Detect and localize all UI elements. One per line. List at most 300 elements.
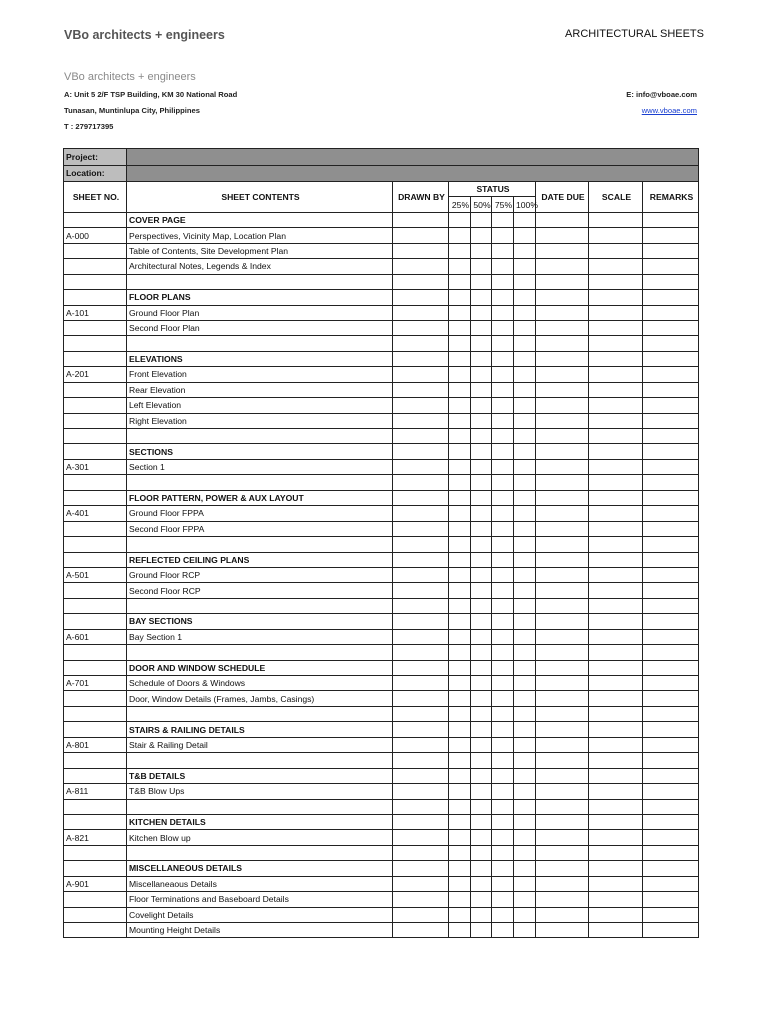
status-25-cell[interactable] xyxy=(449,305,471,320)
status-25-cell[interactable] xyxy=(449,923,471,938)
status-50-cell[interactable] xyxy=(471,814,492,829)
status-50-cell[interactable] xyxy=(471,351,492,366)
date-due-cell[interactable] xyxy=(536,923,589,938)
drawn-by-cell[interactable] xyxy=(393,892,449,907)
drawn-by-cell[interactable] xyxy=(393,243,449,258)
remarks-cell[interactable] xyxy=(643,475,699,490)
status-50-cell[interactable] xyxy=(471,259,492,274)
scale-cell[interactable] xyxy=(589,907,643,922)
status-75-cell[interactable] xyxy=(492,722,514,737)
status-75-cell[interactable] xyxy=(492,784,514,799)
status-50-cell[interactable] xyxy=(471,243,492,258)
date-due-cell[interactable] xyxy=(536,567,589,582)
scale-cell[interactable] xyxy=(589,691,643,706)
status-75-cell[interactable] xyxy=(492,336,514,351)
status-25-cell[interactable] xyxy=(449,892,471,907)
status-50-cell[interactable] xyxy=(471,676,492,691)
scale-cell[interactable] xyxy=(589,475,643,490)
company-website[interactable]: www.vboae.com xyxy=(641,106,697,115)
drawn-by-cell[interactable] xyxy=(393,506,449,521)
status-25-cell[interactable] xyxy=(449,830,471,845)
remarks-cell[interactable] xyxy=(643,413,699,428)
location-value-field[interactable] xyxy=(127,165,699,182)
status-75-cell[interactable] xyxy=(492,552,514,567)
status-75-cell[interactable] xyxy=(492,567,514,582)
status-100-cell[interactable] xyxy=(514,645,536,660)
status-75-cell[interactable] xyxy=(492,444,514,459)
date-due-cell[interactable] xyxy=(536,413,589,428)
status-50-cell[interactable] xyxy=(471,845,492,860)
status-75-cell[interactable] xyxy=(492,212,514,227)
status-75-cell[interactable] xyxy=(492,413,514,428)
status-50-cell[interactable] xyxy=(471,521,492,536)
scale-cell[interactable] xyxy=(589,367,643,382)
status-50-cell[interactable] xyxy=(471,475,492,490)
scale-cell[interactable] xyxy=(589,274,643,289)
status-25-cell[interactable] xyxy=(449,753,471,768)
status-100-cell[interactable] xyxy=(514,737,536,752)
status-100-cell[interactable] xyxy=(514,336,536,351)
remarks-cell[interactable] xyxy=(643,228,699,243)
status-100-cell[interactable] xyxy=(514,521,536,536)
remarks-cell[interactable] xyxy=(643,660,699,675)
status-50-cell[interactable] xyxy=(471,722,492,737)
status-25-cell[interactable] xyxy=(449,228,471,243)
status-50-cell[interactable] xyxy=(471,320,492,335)
date-due-cell[interactable] xyxy=(536,243,589,258)
status-75-cell[interactable] xyxy=(492,490,514,505)
scale-cell[interactable] xyxy=(589,645,643,660)
status-75-cell[interactable] xyxy=(492,382,514,397)
drawn-by-cell[interactable] xyxy=(393,722,449,737)
scale-cell[interactable] xyxy=(589,459,643,474)
remarks-cell[interactable] xyxy=(643,861,699,876)
remarks-cell[interactable] xyxy=(643,753,699,768)
scale-cell[interactable] xyxy=(589,814,643,829)
remarks-cell[interactable] xyxy=(643,506,699,521)
date-due-cell[interactable] xyxy=(536,830,589,845)
status-25-cell[interactable] xyxy=(449,676,471,691)
status-100-cell[interactable] xyxy=(514,629,536,644)
scale-cell[interactable] xyxy=(589,676,643,691)
date-due-cell[interactable] xyxy=(536,228,589,243)
status-50-cell[interactable] xyxy=(471,660,492,675)
remarks-cell[interactable] xyxy=(643,490,699,505)
drawn-by-cell[interactable] xyxy=(393,320,449,335)
drawn-by-cell[interactable] xyxy=(393,459,449,474)
drawn-by-cell[interactable] xyxy=(393,845,449,860)
status-75-cell[interactable] xyxy=(492,583,514,598)
drawn-by-cell[interactable] xyxy=(393,876,449,891)
status-25-cell[interactable] xyxy=(449,845,471,860)
status-50-cell[interactable] xyxy=(471,444,492,459)
status-100-cell[interactable] xyxy=(514,583,536,598)
scale-cell[interactable] xyxy=(589,722,643,737)
status-50-cell[interactable] xyxy=(471,614,492,629)
status-100-cell[interactable] xyxy=(514,382,536,397)
scale-cell[interactable] xyxy=(589,567,643,582)
status-50-cell[interactable] xyxy=(471,876,492,891)
drawn-by-cell[interactable] xyxy=(393,413,449,428)
status-25-cell[interactable] xyxy=(449,506,471,521)
remarks-cell[interactable] xyxy=(643,429,699,444)
status-100-cell[interactable] xyxy=(514,660,536,675)
status-100-cell[interactable] xyxy=(514,861,536,876)
date-due-cell[interactable] xyxy=(536,537,589,552)
status-75-cell[interactable] xyxy=(492,506,514,521)
remarks-cell[interactable] xyxy=(643,845,699,860)
drawn-by-cell[interactable] xyxy=(393,521,449,536)
status-25-cell[interactable] xyxy=(449,398,471,413)
remarks-cell[interactable] xyxy=(643,537,699,552)
remarks-cell[interactable] xyxy=(643,382,699,397)
remarks-cell[interactable] xyxy=(643,784,699,799)
remarks-cell[interactable] xyxy=(643,598,699,613)
remarks-cell[interactable] xyxy=(643,583,699,598)
status-100-cell[interactable] xyxy=(514,413,536,428)
date-due-cell[interactable] xyxy=(536,336,589,351)
remarks-cell[interactable] xyxy=(643,212,699,227)
status-75-cell[interactable] xyxy=(492,274,514,289)
drawn-by-cell[interactable] xyxy=(393,475,449,490)
scale-cell[interactable] xyxy=(589,429,643,444)
remarks-cell[interactable] xyxy=(643,722,699,737)
status-50-cell[interactable] xyxy=(471,212,492,227)
date-due-cell[interactable] xyxy=(536,459,589,474)
status-25-cell[interactable] xyxy=(449,429,471,444)
status-50-cell[interactable] xyxy=(471,552,492,567)
scale-cell[interactable] xyxy=(589,583,643,598)
status-100-cell[interactable] xyxy=(514,228,536,243)
status-75-cell[interactable] xyxy=(492,398,514,413)
date-due-cell[interactable] xyxy=(536,799,589,814)
date-due-cell[interactable] xyxy=(536,845,589,860)
date-due-cell[interactable] xyxy=(536,351,589,366)
drawn-by-cell[interactable] xyxy=(393,583,449,598)
date-due-cell[interactable] xyxy=(536,475,589,490)
date-due-cell[interactable] xyxy=(536,382,589,397)
drawn-by-cell[interactable] xyxy=(393,614,449,629)
drawn-by-cell[interactable] xyxy=(393,737,449,752)
status-25-cell[interactable] xyxy=(449,768,471,783)
date-due-cell[interactable] xyxy=(536,722,589,737)
drawn-by-cell[interactable] xyxy=(393,212,449,227)
drawn-by-cell[interactable] xyxy=(393,552,449,567)
drawn-by-cell[interactable] xyxy=(393,861,449,876)
remarks-cell[interactable] xyxy=(643,645,699,660)
scale-cell[interactable] xyxy=(589,614,643,629)
status-100-cell[interactable] xyxy=(514,784,536,799)
status-25-cell[interactable] xyxy=(449,722,471,737)
status-50-cell[interactable] xyxy=(471,737,492,752)
remarks-cell[interactable] xyxy=(643,336,699,351)
status-25-cell[interactable] xyxy=(449,737,471,752)
date-due-cell[interactable] xyxy=(536,429,589,444)
status-100-cell[interactable] xyxy=(514,537,536,552)
remarks-cell[interactable] xyxy=(643,305,699,320)
date-due-cell[interactable] xyxy=(536,583,589,598)
remarks-cell[interactable] xyxy=(643,691,699,706)
status-50-cell[interactable] xyxy=(471,290,492,305)
status-75-cell[interactable] xyxy=(492,629,514,644)
date-due-cell[interactable] xyxy=(536,259,589,274)
status-100-cell[interactable] xyxy=(514,552,536,567)
status-75-cell[interactable] xyxy=(492,537,514,552)
status-75-cell[interactable] xyxy=(492,706,514,721)
status-100-cell[interactable] xyxy=(514,212,536,227)
status-100-cell[interactable] xyxy=(514,799,536,814)
remarks-cell[interactable] xyxy=(643,614,699,629)
drawn-by-cell[interactable] xyxy=(393,305,449,320)
date-due-cell[interactable] xyxy=(536,290,589,305)
status-100-cell[interactable] xyxy=(514,444,536,459)
date-due-cell[interactable] xyxy=(536,660,589,675)
drawn-by-cell[interactable] xyxy=(393,660,449,675)
status-100-cell[interactable] xyxy=(514,907,536,922)
status-50-cell[interactable] xyxy=(471,537,492,552)
status-75-cell[interactable] xyxy=(492,830,514,845)
status-100-cell[interactable] xyxy=(514,614,536,629)
status-25-cell[interactable] xyxy=(449,784,471,799)
drawn-by-cell[interactable] xyxy=(393,830,449,845)
drawn-by-cell[interactable] xyxy=(393,691,449,706)
remarks-cell[interactable] xyxy=(643,768,699,783)
status-100-cell[interactable] xyxy=(514,845,536,860)
status-100-cell[interactable] xyxy=(514,398,536,413)
drawn-by-cell[interactable] xyxy=(393,537,449,552)
status-25-cell[interactable] xyxy=(449,475,471,490)
status-25-cell[interactable] xyxy=(449,290,471,305)
date-due-cell[interactable] xyxy=(536,645,589,660)
status-75-cell[interactable] xyxy=(492,892,514,907)
date-due-cell[interactable] xyxy=(536,691,589,706)
status-50-cell[interactable] xyxy=(471,706,492,721)
status-50-cell[interactable] xyxy=(471,459,492,474)
date-due-cell[interactable] xyxy=(536,367,589,382)
status-75-cell[interactable] xyxy=(492,521,514,536)
drawn-by-cell[interactable] xyxy=(393,490,449,505)
status-25-cell[interactable] xyxy=(449,567,471,582)
remarks-cell[interactable] xyxy=(643,799,699,814)
status-25-cell[interactable] xyxy=(449,459,471,474)
remarks-cell[interactable] xyxy=(643,737,699,752)
project-value-field[interactable] xyxy=(127,149,699,166)
status-25-cell[interactable] xyxy=(449,336,471,351)
drawn-by-cell[interactable] xyxy=(393,907,449,922)
status-25-cell[interactable] xyxy=(449,629,471,644)
status-100-cell[interactable] xyxy=(514,243,536,258)
status-25-cell[interactable] xyxy=(449,274,471,289)
status-100-cell[interactable] xyxy=(514,459,536,474)
scale-cell[interactable] xyxy=(589,521,643,536)
drawn-by-cell[interactable] xyxy=(393,923,449,938)
status-100-cell[interactable] xyxy=(514,923,536,938)
drawn-by-cell[interactable] xyxy=(393,768,449,783)
scale-cell[interactable] xyxy=(589,413,643,428)
remarks-cell[interactable] xyxy=(643,459,699,474)
status-75-cell[interactable] xyxy=(492,614,514,629)
status-50-cell[interactable] xyxy=(471,830,492,845)
status-100-cell[interactable] xyxy=(514,506,536,521)
status-25-cell[interactable] xyxy=(449,614,471,629)
date-due-cell[interactable] xyxy=(536,784,589,799)
status-100-cell[interactable] xyxy=(514,367,536,382)
remarks-cell[interactable] xyxy=(643,706,699,721)
scale-cell[interactable] xyxy=(589,290,643,305)
remarks-cell[interactable] xyxy=(643,892,699,907)
status-75-cell[interactable] xyxy=(492,459,514,474)
drawn-by-cell[interactable] xyxy=(393,429,449,444)
status-25-cell[interactable] xyxy=(449,259,471,274)
remarks-cell[interactable] xyxy=(643,351,699,366)
date-due-cell[interactable] xyxy=(536,398,589,413)
drawn-by-cell[interactable] xyxy=(393,598,449,613)
status-100-cell[interactable] xyxy=(514,830,536,845)
status-50-cell[interactable] xyxy=(471,923,492,938)
status-100-cell[interactable] xyxy=(514,598,536,613)
status-50-cell[interactable] xyxy=(471,398,492,413)
remarks-cell[interactable] xyxy=(643,521,699,536)
status-25-cell[interactable] xyxy=(449,521,471,536)
status-75-cell[interactable] xyxy=(492,814,514,829)
status-75-cell[interactable] xyxy=(492,429,514,444)
status-75-cell[interactable] xyxy=(492,676,514,691)
scale-cell[interactable] xyxy=(589,753,643,768)
status-50-cell[interactable] xyxy=(471,305,492,320)
scale-cell[interactable] xyxy=(589,706,643,721)
date-due-cell[interactable] xyxy=(536,598,589,613)
status-50-cell[interactable] xyxy=(471,907,492,922)
status-50-cell[interactable] xyxy=(471,336,492,351)
status-25-cell[interactable] xyxy=(449,861,471,876)
date-due-cell[interactable] xyxy=(536,444,589,459)
status-75-cell[interactable] xyxy=(492,768,514,783)
scale-cell[interactable] xyxy=(589,490,643,505)
remarks-cell[interactable] xyxy=(643,444,699,459)
scale-cell[interactable] xyxy=(589,351,643,366)
status-75-cell[interactable] xyxy=(492,475,514,490)
date-due-cell[interactable] xyxy=(536,706,589,721)
drawn-by-cell[interactable] xyxy=(393,290,449,305)
date-due-cell[interactable] xyxy=(536,861,589,876)
status-50-cell[interactable] xyxy=(471,583,492,598)
remarks-cell[interactable] xyxy=(643,923,699,938)
drawn-by-cell[interactable] xyxy=(393,444,449,459)
status-50-cell[interactable] xyxy=(471,598,492,613)
remarks-cell[interactable] xyxy=(643,552,699,567)
status-25-cell[interactable] xyxy=(449,444,471,459)
status-100-cell[interactable] xyxy=(514,814,536,829)
date-due-cell[interactable] xyxy=(536,274,589,289)
status-75-cell[interactable] xyxy=(492,243,514,258)
date-due-cell[interactable] xyxy=(536,676,589,691)
scale-cell[interactable] xyxy=(589,660,643,675)
status-25-cell[interactable] xyxy=(449,660,471,675)
status-25-cell[interactable] xyxy=(449,814,471,829)
status-25-cell[interactable] xyxy=(449,583,471,598)
status-75-cell[interactable] xyxy=(492,305,514,320)
status-25-cell[interactable] xyxy=(449,598,471,613)
drawn-by-cell[interactable] xyxy=(393,382,449,397)
drawn-by-cell[interactable] xyxy=(393,228,449,243)
scale-cell[interactable] xyxy=(589,799,643,814)
status-25-cell[interactable] xyxy=(449,552,471,567)
date-due-cell[interactable] xyxy=(536,506,589,521)
status-75-cell[interactable] xyxy=(492,845,514,860)
status-75-cell[interactable] xyxy=(492,351,514,366)
date-due-cell[interactable] xyxy=(536,305,589,320)
status-75-cell[interactable] xyxy=(492,737,514,752)
scale-cell[interactable] xyxy=(589,537,643,552)
scale-cell[interactable] xyxy=(589,830,643,845)
date-due-cell[interactable] xyxy=(536,892,589,907)
drawn-by-cell[interactable] xyxy=(393,706,449,721)
scale-cell[interactable] xyxy=(589,228,643,243)
status-100-cell[interactable] xyxy=(514,490,536,505)
status-100-cell[interactable] xyxy=(514,351,536,366)
date-due-cell[interactable] xyxy=(536,552,589,567)
scale-cell[interactable] xyxy=(589,259,643,274)
status-50-cell[interactable] xyxy=(471,228,492,243)
remarks-cell[interactable] xyxy=(643,320,699,335)
drawn-by-cell[interactable] xyxy=(393,336,449,351)
drawn-by-cell[interactable] xyxy=(393,784,449,799)
status-25-cell[interactable] xyxy=(449,907,471,922)
status-50-cell[interactable] xyxy=(471,429,492,444)
scale-cell[interactable] xyxy=(589,768,643,783)
status-75-cell[interactable] xyxy=(492,876,514,891)
status-50-cell[interactable] xyxy=(471,629,492,644)
drawn-by-cell[interactable] xyxy=(393,351,449,366)
status-75-cell[interactable] xyxy=(492,598,514,613)
status-75-cell[interactable] xyxy=(492,753,514,768)
status-50-cell[interactable] xyxy=(471,367,492,382)
remarks-cell[interactable] xyxy=(643,259,699,274)
remarks-cell[interactable] xyxy=(643,676,699,691)
scale-cell[interactable] xyxy=(589,320,643,335)
remarks-cell[interactable] xyxy=(643,830,699,845)
date-due-cell[interactable] xyxy=(536,753,589,768)
remarks-cell[interactable] xyxy=(643,629,699,644)
status-100-cell[interactable] xyxy=(514,722,536,737)
scale-cell[interactable] xyxy=(589,737,643,752)
date-due-cell[interactable] xyxy=(536,629,589,644)
scale-cell[interactable] xyxy=(589,876,643,891)
scale-cell[interactable] xyxy=(589,444,643,459)
drawn-by-cell[interactable] xyxy=(393,629,449,644)
drawn-by-cell[interactable] xyxy=(393,398,449,413)
date-due-cell[interactable] xyxy=(536,212,589,227)
status-25-cell[interactable] xyxy=(449,876,471,891)
status-100-cell[interactable] xyxy=(514,320,536,335)
drawn-by-cell[interactable] xyxy=(393,676,449,691)
drawn-by-cell[interactable] xyxy=(393,567,449,582)
remarks-cell[interactable] xyxy=(643,398,699,413)
status-50-cell[interactable] xyxy=(471,768,492,783)
drawn-by-cell[interactable] xyxy=(393,274,449,289)
status-100-cell[interactable] xyxy=(514,892,536,907)
scale-cell[interactable] xyxy=(589,243,643,258)
remarks-cell[interactable] xyxy=(643,567,699,582)
date-due-cell[interactable] xyxy=(536,490,589,505)
status-100-cell[interactable] xyxy=(514,753,536,768)
scale-cell[interactable] xyxy=(589,336,643,351)
status-50-cell[interactable] xyxy=(471,691,492,706)
status-75-cell[interactable] xyxy=(492,660,514,675)
status-100-cell[interactable] xyxy=(514,274,536,289)
remarks-cell[interactable] xyxy=(643,876,699,891)
status-25-cell[interactable] xyxy=(449,382,471,397)
